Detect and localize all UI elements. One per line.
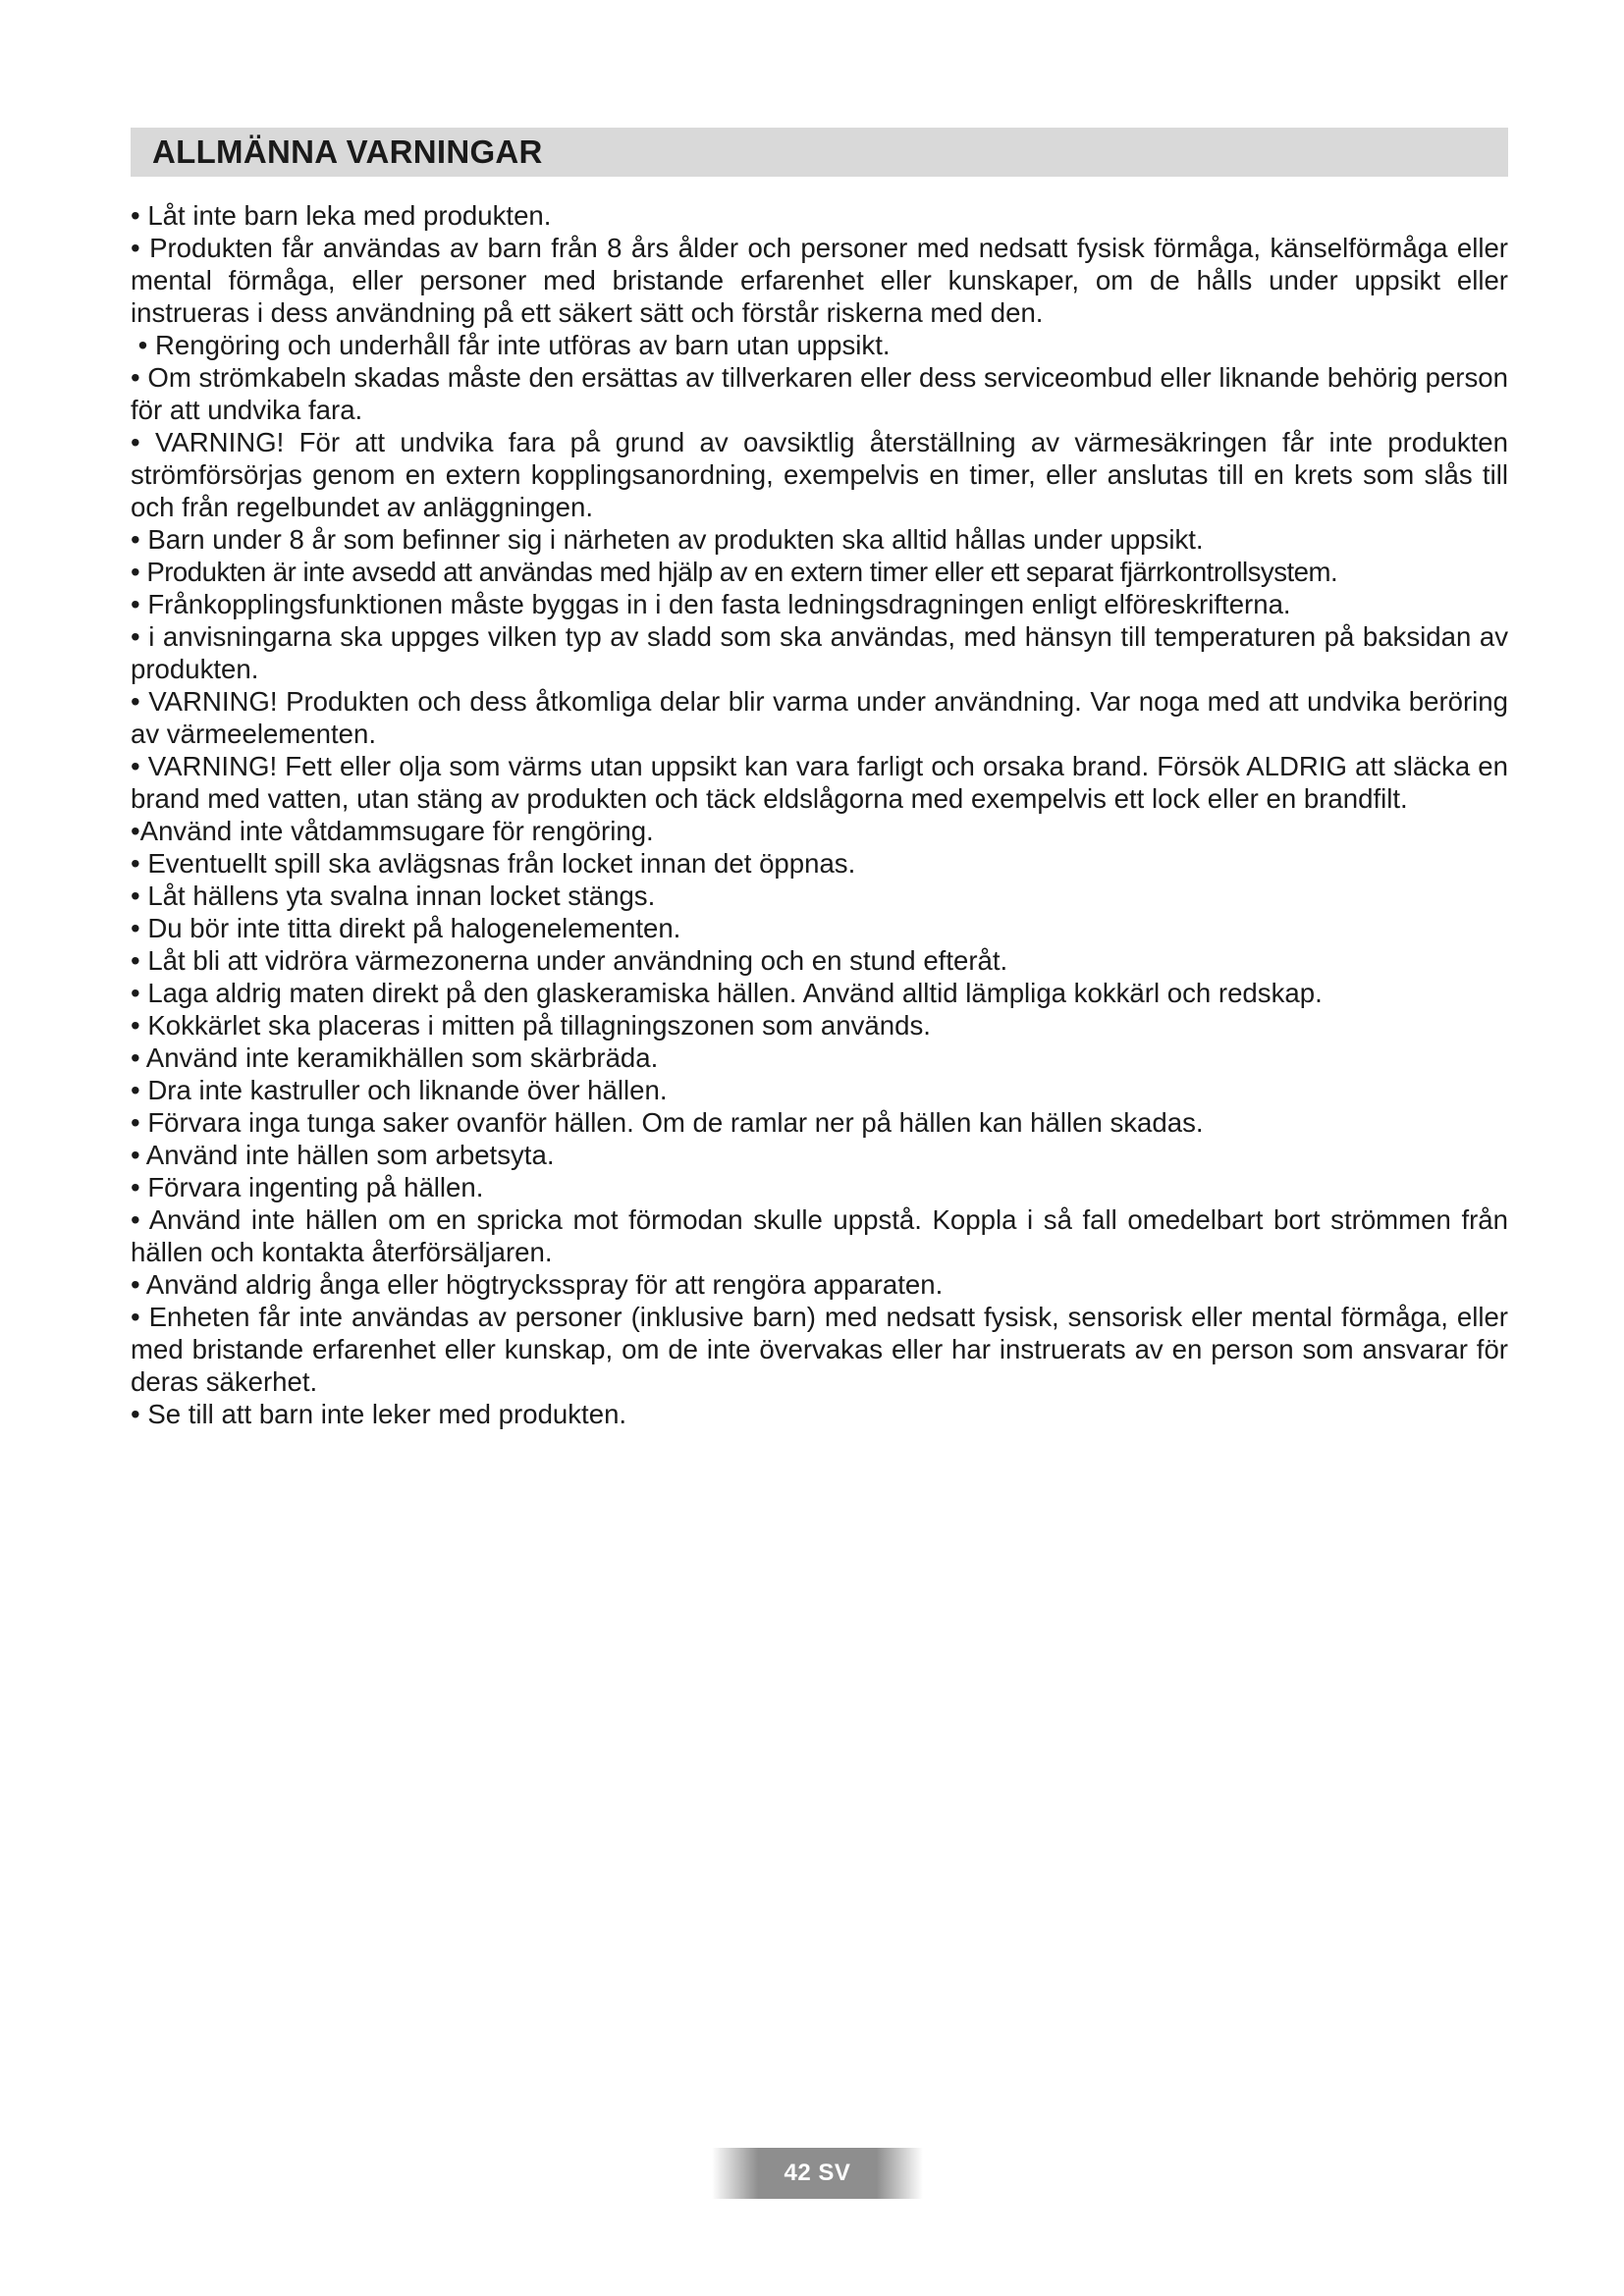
warning-item: • Laga aldrig maten direkt på den glaskeramiska hällen. Använd alltid lämpliga kokkärl och redskap. [131, 978, 1323, 1008]
warning-item: • i anvisningarna ska uppges vilken typ av sladd som ska användas, med hänsyn till temperaturen på baksidan av produkten. [131, 621, 1508, 684]
warning-item: • VARNING! Fett eller olja som värms utan uppsikt kan vara farligt och orsaka brand. Försök ALDRIG att släcka en brand med vatten, utan stäng av produkten och täck eldslågorna med exempelvis ett lock eller en brandfilt. [131, 751, 1508, 814]
warning-item: • Använd inte keramikhällen som skärbräda. [131, 1042, 659, 1073]
section-title: ALLMÄNNA VARNINGAR [152, 133, 543, 170]
warning-item: • Se till att barn inte leker med produkten. [131, 1399, 627, 1429]
warnings-list [131, 199, 1508, 1430]
warning-item: • Du bör inte titta direkt på halogenelementen. [131, 913, 681, 943]
section-header [131, 128, 1508, 177]
warning-item: • Eventuellt spill ska avlägsnas från locket innan det öppnas. [131, 848, 856, 879]
warning-item: • Dra inte kastruller och liknande över hällen. [131, 1075, 668, 1105]
warning-item: • Använd inte hällen om en spricka mot förmodan skulle uppstå. Koppla i så fall omedelbart bort strömmen från hällen och kontakta återförsäljaren. [131, 1204, 1508, 1267]
warning-item: • VARNING! För att undvika fara på grund av oavsiktlig återställning av värmesäkringen får inte produkten strömförsörjas genom en extern kopplingsanordning, exempelvis en timer, eller anslutas till en krets som slås till och från regelbundet av anläggningen. [131, 427, 1508, 522]
warning-item: • Frånkopplingsfunktionen måste byggas in i den fasta ledningsdragningen enligt elföreskrifterna. [131, 589, 1291, 619]
warning-item: • Använd aldrig ånga eller högtrycksspray för att rengöra apparaten. [131, 1269, 944, 1300]
warning-item: • Förvara ingenting på hällen. [131, 1172, 484, 1202]
warning-item: • Rengöring och underhåll får inte utföras av barn utan uppsikt. [131, 330, 891, 360]
page-number: 42 SV [784, 2160, 851, 2186]
warning-item: • Låt bli att vidröra värmezonerna under användning och en stund efteråt. [131, 945, 1008, 976]
warning-item: • Om strömkabeln skadas måste den ersättas av tillverkaren eller dess serviceombud eller liknande behörig person för att undvika fara. [131, 362, 1508, 425]
warning-item: • Låt hällens yta svalna innan locket stängs. [131, 881, 656, 911]
warning-item: • Produkten är inte avsedd att användas med hjälp av en extern timer eller ett separat fjärrkontrollsystem. [131, 557, 1338, 587]
warning-item: •Använd inte våtdammsugare för rengöring. [131, 816, 654, 846]
warning-item: • Låt inte barn leka med produkten. [131, 200, 552, 231]
page-number-badge [712, 2148, 923, 2199]
warning-item: • Enheten får inte användas av personer (inklusive barn) med nedsatt fysisk, sensorisk eller mental förmåga, eller med bristande erfarenhet eller kunskap, om de inte övervakas eller har instruerats av en person som ansvarar för deras säkerhet. [131, 1302, 1508, 1397]
warning-item: • Barn under 8 år som befinner sig i närheten av produkten ska alltid hållas under uppsikt. [131, 524, 1204, 555]
warning-item: • VARNING! Produkten och dess åtkomliga delar blir varma under användning. Var noga med att undvika beröring av värmeelementen. [131, 686, 1508, 749]
warning-item: • Produkten får användas av barn från 8 års ålder och personer med nedsatt fysisk förmåga, känselförmåga eller mental förmåga, eller personer med bristande erfarenhet eller kunskaper, om de hålls under uppsikt eller instrueras i dess användning på ett säkert sätt och förstår riskerna med den. [131, 233, 1508, 328]
warning-item: • Använd inte hällen som arbetsyta. [131, 1140, 555, 1170]
warning-item: • Förvara inga tunga saker ovanför hällen. Om de ramlar ner på hällen kan hällen skadas. [131, 1107, 1204, 1138]
warning-item: • Kokkärlet ska placeras i mitten på tillagningszonen som används. [131, 1010, 931, 1041]
